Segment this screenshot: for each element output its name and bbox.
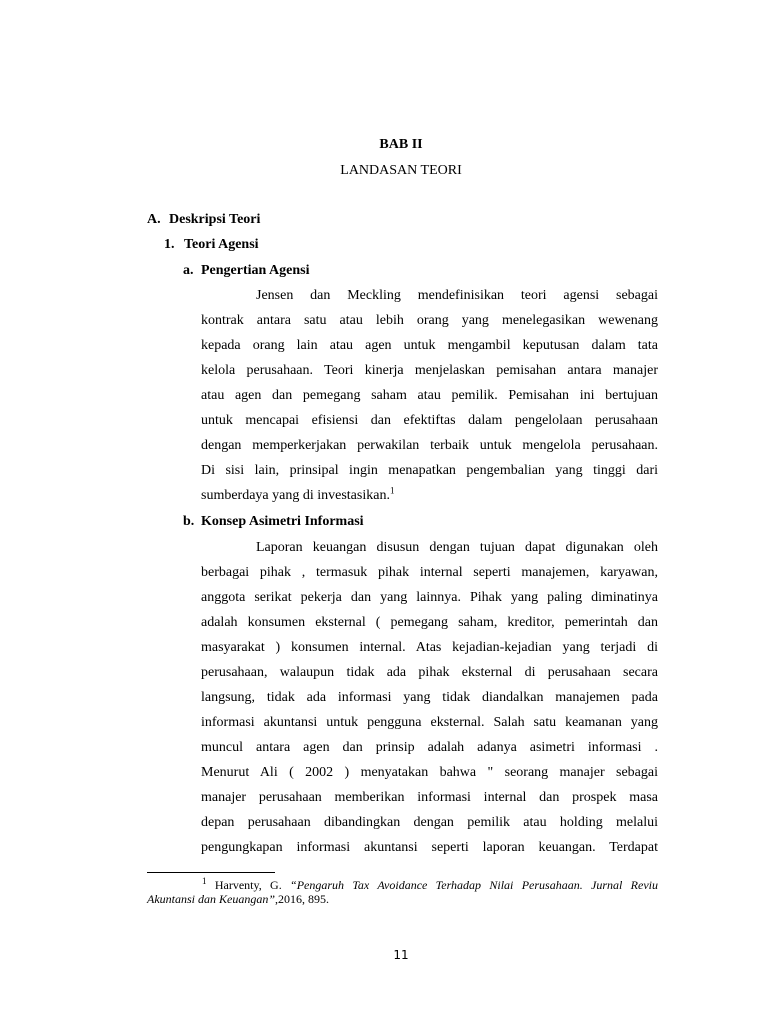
paragraph-line: Di sisi lain, prinsipal ingin menapatkan pengembalian yang tinggi dari [201,463,658,478]
footnote-line-1 [147,878,658,893]
paragraph-line: atau agen dan pemegang saham atau pemilik. Pemisahan ini bertujuan [201,388,658,403]
paragraph-line: anggota serikat pekerja dan yang lainnya. Pihak yang paling diminatinya [201,590,658,605]
subheading-label: Pengertian Agensi [201,263,310,278]
paragraph-line: adalah konsumen eksternal ( pemegang saham, kreditor, pemerintah dan [201,615,658,630]
subheading-konsep-asimetri [183,514,364,530]
section-heading-a [147,212,260,228]
paragraph-line-text: sumberdaya yang di investasikan. [201,488,390,503]
paragraph-line: perusahaan, walaupun tidak ada pihak eksternal di perusahaan secara [201,665,658,680]
footnote-author: Harventy, G. [214,878,282,892]
paragraph-line: berbagai pihak , termasuk pihak internal seperti manajemen, karyawan, [201,565,658,580]
chapter-title: LANDASAN TEORI [340,163,462,178]
paragraph-line: depan perusahaan dibandingkan dengan pemilik atau holding melalui [201,815,658,830]
section-number: A. [147,212,161,227]
paragraph-line: dengan memperkerjakan perwakilan terbaik untuk mengelola perusahaan. [201,438,658,453]
paragraph-line: Jensen dan Meckling mendefinisikan teori agensi sebagai [256,288,658,303]
paragraph-line: untuk mencapai efisiensi dan efektiftas dalam pengelolaan perusahaan [201,413,658,428]
footnote-separator [147,872,275,873]
paragraph-line: informasi akuntansi untuk pengguna eksternal. Salah satu keamanan yang [201,715,658,730]
subsection-heading-1 [164,237,259,253]
paragraph-line: langsung, tidak ada informasi yang tidak diandalkan manajemen pada [201,690,658,705]
subheading-label: Konsep Asimetri Informasi [201,514,364,529]
paragraph-line: Laporan keuangan disusun dengan tujuan dapat digunakan oleh [256,540,658,555]
paragraph-line: muncul antara agen dan prinsip adalah adanya asimetri informasi . [201,740,658,755]
page-number: 11 [393,948,409,962]
paragraph-line: Menurut Ali ( 2002 ) menyatakan bahwa " seorang manajer sebagai [201,765,658,780]
subheading-pengertian-agensi [183,263,310,279]
footnote-reference: 1 [389,485,395,496]
footnote-number: 1 [202,876,207,886]
subheading-number: a. [183,263,194,278]
subsection-label: Teori Agensi [184,237,259,252]
paragraph-line: masyarakat ) konsumen internal. Atas kejadian-kejadian yang terjadi di [201,640,658,655]
footnote-tail: ,2016, 895. [275,892,329,906]
paragraph-line: pengungkapan informasi akuntansi seperti laporan keuangan. Terdapat [201,840,658,855]
paragraph-line: kelola perusahaan. Teori kinerja menjelaskan pemisahan antara manajer [201,363,658,378]
paragraph-line: manajer perusahaan memberikan informasi internal dan prospek masa [201,790,658,805]
footnote-title-continued: Akuntansi dan Keuangan” [147,892,275,906]
subsection-number: 1. [164,237,175,252]
section-label: Deskripsi Teori [169,212,261,227]
footnote-title: “Pengaruh Tax Avoidance Terhadap Nilai Perusahaan. Jurnal Reviu [290,878,658,892]
subheading-number: b. [183,514,195,529]
chapter-label: BAB II [379,137,423,152]
footnote-line-2 [147,892,658,907]
paragraph-line: kepada orang lain atau agen untuk mengambil keputusan dalam tata [201,338,658,353]
paragraph-line: kontrak antara satu atau lebih orang yang menelegasikan wewenang [201,313,658,328]
paragraph-last-line [201,485,658,513]
